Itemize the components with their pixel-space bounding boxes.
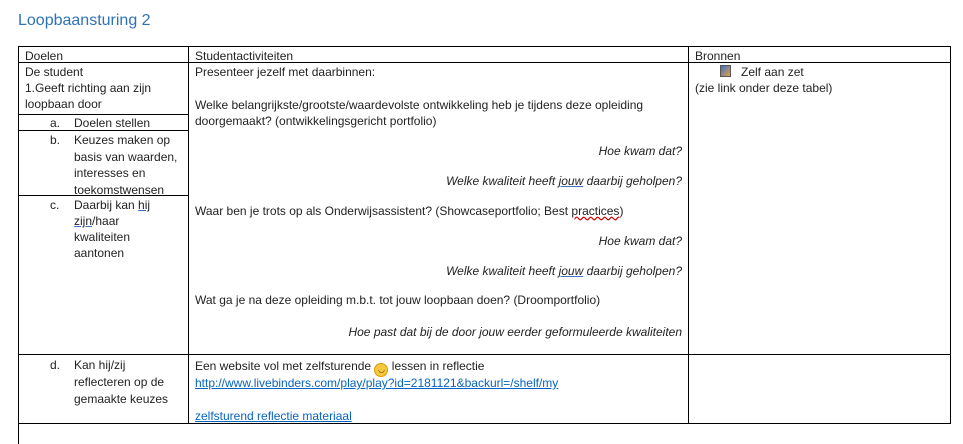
goal-b <box>74 132 177 198</box>
activity-past: Hoe past dat bij de door jouw eerder geformuleerde kwaliteiten <box>348 325 682 339</box>
livebinders-link[interactable]: http://www.livebinders.com/play/play?id=2181121&backurl=/shelf/my <box>195 376 559 390</box>
text: zijn <box>74 214 93 228</box>
document-icon <box>720 65 731 77</box>
activity-intro: Presenteer jezelf met daarbinnen: <box>195 65 376 79</box>
goal-b-line: interesses en <box>74 166 146 180</box>
goal-a-marker: a. <box>50 116 61 130</box>
goal-b-line: toekomstwensen <box>74 182 165 197</box>
goal-b-line: basis van waarden, <box>74 149 178 164</box>
text: jouw <box>558 174 584 188</box>
text: Welke kwaliteit heeft <box>446 174 559 188</box>
goal-a: Doelen stellen <box>74 116 151 130</box>
text: kwaliteiten <box>74 230 131 244</box>
text: reflecteren op de <box>74 375 165 389</box>
activity-hoe2: Hoe kwam dat? <box>598 234 682 248</box>
text: /haar <box>92 214 120 228</box>
activity-hoe1: Hoe kwam dat? <box>598 144 682 158</box>
text: lessen in reflectie <box>388 359 485 373</box>
activity-kwaliteit1 <box>446 173 682 189</box>
text: doorgemaakt? (ontwikkelingsgericht portfolio) <box>195 114 437 128</box>
text: Welke belangrijkste/grootste/waardevolste ontwikkeling heb je tijdens deze opleiding <box>195 98 644 112</box>
text: Welke kwaliteit heeft <box>446 264 559 278</box>
text: aantonen <box>74 246 125 260</box>
header-doelen: Doelen <box>25 49 64 63</box>
text: jouw <box>558 264 584 278</box>
text: hij <box>138 198 151 212</box>
text: daarbij geholpen? <box>583 264 682 278</box>
header-bronnen: Bronnen <box>695 49 741 63</box>
goal-b-line: Keuzes maken op <box>74 133 171 147</box>
goal-intro <box>25 64 151 112</box>
activity-kwaliteit2 <box>446 263 682 279</box>
reflectie-materiaal-link[interactable]: zelfsturend reflectie materiaal <box>195 409 352 423</box>
text: daarbij geholpen? <box>583 174 682 188</box>
bronnen-item: Zelf aan zet <box>741 65 804 79</box>
goal-b-marker: b. <box>50 133 61 147</box>
bronnen-cell <box>695 64 832 96</box>
text: Kan hij/zij <box>74 358 126 372</box>
goal-d <box>74 357 168 408</box>
goal-d-marker: d. <box>50 358 61 372</box>
text: ) <box>619 204 624 218</box>
bronnen-note: (zie link onder deze tabel) <box>695 81 833 95</box>
header-studentactiviteiten: Studentactiviteiten <box>195 49 294 63</box>
text: Daarbij kan <box>74 198 139 212</box>
goal-c-marker: c. <box>50 198 60 212</box>
text: Waar ben je trots op als Onderwijsassistent? (Showcaseportfolio; Best <box>195 204 572 218</box>
smiley-icon: ◡ <box>374 363 388 377</box>
goal-c <box>74 197 150 261</box>
text: Een website vol met zelfsturende <box>195 359 375 373</box>
text: practices <box>571 204 620 218</box>
goal-intro-line: 1.Geeft richting aan zijn <box>25 81 152 95</box>
activity-q3: Wat ga je na deze opleiding m.b.t. tot jouw loopbaan doen? (Droomportfolio) <box>195 293 601 307</box>
goal-intro-line: De student <box>25 65 84 79</box>
text: gemaakte keuzes <box>74 392 169 406</box>
page-title: Loopbaansturing 2 <box>18 12 151 29</box>
goal-intro-line: loopbaan door <box>25 97 102 111</box>
activity-q2 <box>195 203 623 219</box>
activity-q1 <box>195 97 643 129</box>
